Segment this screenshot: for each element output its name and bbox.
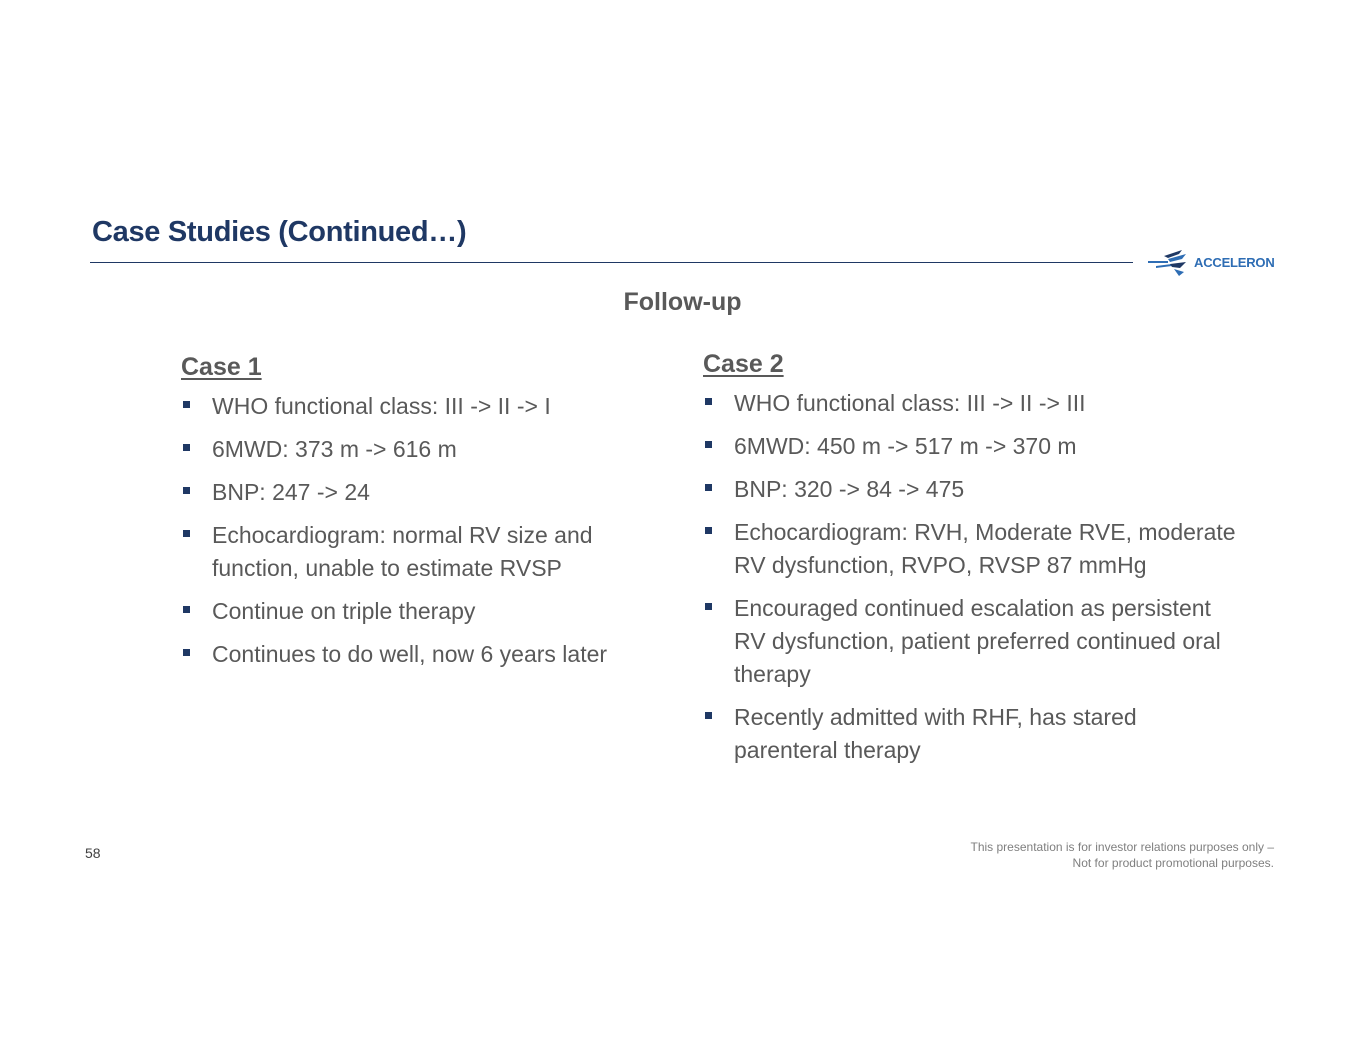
list-item-text: WHO functional class: III -> II -> I xyxy=(212,393,551,419)
slide-title: Case Studies (Continued…) xyxy=(92,216,467,248)
list-item xyxy=(181,595,671,628)
case-1-column xyxy=(181,350,671,681)
section-subtitle: Follow-up xyxy=(623,288,742,316)
list-item xyxy=(181,433,671,466)
logo-wordmark: ACCELERON xyxy=(1194,254,1275,270)
disclaimer xyxy=(971,839,1275,871)
square-bullet-icon xyxy=(705,441,712,448)
square-bullet-icon xyxy=(705,603,712,610)
square-bullet-icon xyxy=(183,606,190,613)
page-number: 58 xyxy=(85,845,101,861)
disclaimer-line-1: This presentation is for investor relations purposes only – xyxy=(970,840,1274,854)
list-item-text: Echocardiogram: RVH, Moderate RVE, moderate RV dysfunction, RVPO, RVSP 87 mmHg xyxy=(734,519,1236,578)
square-bullet-icon xyxy=(183,444,190,451)
list-item-text: WHO functional class: III -> II -> III xyxy=(734,390,1086,416)
case-1-heading: Case 1 xyxy=(181,353,262,381)
list-item xyxy=(703,701,1243,767)
list-item-text: Recently admitted with RHF, has stared parenteral therapy xyxy=(734,704,1137,763)
square-bullet-icon xyxy=(183,530,190,537)
list-item xyxy=(181,519,671,585)
list-item xyxy=(703,387,1243,420)
list-item-text: 6MWD: 450 m -> 517 m -> 370 m xyxy=(734,433,1077,459)
list-item-text: Encouraged continued escalation as persistent RV dysfunction, patient preferred continued oral therapy xyxy=(734,595,1221,687)
list-item xyxy=(703,473,1243,506)
square-bullet-icon xyxy=(705,484,712,491)
case-2-heading: Case 2 xyxy=(703,350,784,378)
company-logo xyxy=(1146,246,1275,278)
square-bullet-icon xyxy=(183,649,190,656)
list-item-text: 6MWD: 373 m -> 616 m xyxy=(212,436,457,462)
square-bullet-icon xyxy=(705,712,712,719)
square-bullet-icon xyxy=(705,527,712,534)
list-item xyxy=(703,516,1243,582)
case-2-column xyxy=(703,347,1243,777)
case-1-list xyxy=(181,390,671,671)
square-bullet-icon xyxy=(705,398,712,405)
title-divider xyxy=(90,262,1133,263)
list-item xyxy=(181,638,671,671)
list-item xyxy=(703,592,1243,691)
disclaimer-line-2: Not for product promotional purposes. xyxy=(1072,856,1274,870)
list-item-text: BNP: 320 -> 84 -> 475 xyxy=(734,476,965,502)
list-item xyxy=(181,476,671,509)
list-item xyxy=(181,390,671,423)
case-2-list xyxy=(703,387,1243,767)
list-item-text: Continue on triple therapy xyxy=(212,598,476,624)
list-item xyxy=(703,430,1243,463)
list-item-text: BNP: 247 -> 24 xyxy=(212,479,370,505)
list-item-text: Continues to do well, now 6 years later xyxy=(212,641,608,667)
list-item-text: Echocardiogram: normal RV size and function, unable to estimate RVSP xyxy=(212,522,593,581)
square-bullet-icon xyxy=(183,487,190,494)
square-bullet-icon xyxy=(183,401,190,408)
acceleron-logo-icon xyxy=(1146,246,1194,278)
